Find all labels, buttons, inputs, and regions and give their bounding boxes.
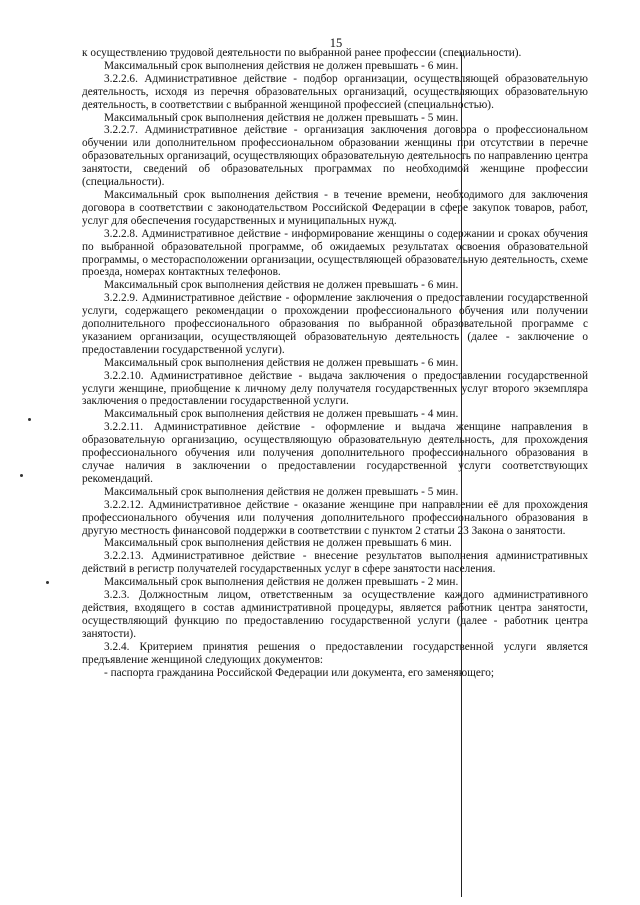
- paragraph: 3.2.2.13. Административное действие - внесение результатов выполнения административных действий в регистр получателей государственных услуг в сфере занятости населения.: [82, 550, 588, 576]
- list-item: - паспорта гражданина Российской Федерации или документа, его заменяющего;: [104, 666, 495, 679]
- time-limit-paragraph: Максимальный срок выполнения действия не должен превышать - 6 мин.: [104, 356, 459, 369]
- scan-speck: [46, 581, 49, 584]
- time-limit-paragraph: Максимальный срок выполнения действия не должен превышать - 4 мин.: [104, 408, 459, 421]
- time-limit-paragraph: Максимальный срок выполнения действия не должен превышать - 5 мин.: [104, 111, 459, 124]
- time-limit-paragraph: Максимальный срок выполнения действия не должен превышать - 6 мин.: [104, 59, 459, 72]
- scan-speck: [28, 418, 31, 421]
- paragraph: 3.2.4. Критерием принятия решения о предоставлении государственной услуги является предъявление женщиной следующих документов:: [82, 640, 588, 666]
- time-limit-paragraph: Максимальный срок выполнения действия не должен превышать - 2 мин.: [104, 576, 459, 589]
- time-limit-paragraph: Максимальный срок выполнения действия не должен превышать - 5 мин.: [104, 485, 459, 498]
- page-number: 15: [329, 36, 343, 50]
- paragraph: 3.2.2.6. Административное действие - подбор организации, осуществляющей образовательную деятельность, исходя из перечня образовательных организаций, осуществляющих образовательную деятельность, в соответствии с выбранной женщиной профессией (специальностью).: [82, 72, 588, 111]
- paragraph: 3.2.2.10. Административное действие - выдача заключения о предоставлении государственной услуги женщине, приобщение к личному делу получателя государственных услуг второго экземпляра заключения о предоставлении государственной услуги.: [82, 369, 588, 408]
- paragraph: 3.2.3. Должностным лицом, ответственным за осуществление каждого административного действия, входящего в состав административной процедуры, является работник центра занятости, осуществляющий функцию по предоставлению государственной услуги (далее - работник центра занятости).: [82, 589, 588, 640]
- time-limit-paragraph: Максимальный срок выполнения действия - в течение времени, необходимого для заключения договора в соответствии с законодательством Российской Федерации в сфере закупок товаров, работ, услуг для обеспечения государственных и муниципальных нужд.: [82, 188, 588, 227]
- paragraph: 3.2.2.7. Административное действие - организация заключения договора о профессиональном обучении или дополнительном профессиональном образовании женщины при отсутствии в перечне образовательных организаций, осуществляющих образовательную деятельность по направлению центра занятости, сведений об образовательных программах по необходимой женщине профессии (специальности).: [82, 124, 588, 189]
- paragraph: 3.2.2.11. Административное действие - оформление и выдача женщине направления в образовательную организацию, осуществляющую образовательную деятельность, для прохождения профессионального обучения или получения дополнительного профессионального образования в случае наличия в заключении о предоставлении государственной услуги соответствующих рекомендаций.: [82, 421, 588, 485]
- paragraph: 3.2.2.9. Административное действие - оформление заключения о предоставлении государственной услуги, содержащего рекомендации о прохождении профессионального обучения или получении дополнительного профессионального образования по выбранной образовательной программе с указанием организации, осуществляющей образовательную деятельность (далее - заключение о предоставлении государственной услуги).: [82, 292, 588, 356]
- document-body: [82, 47, 588, 679]
- time-limit-paragraph: Максимальный срок выполнения действия не должен превышать - 6 мин.: [104, 279, 459, 292]
- time-limit-paragraph: Максимальный срок выполнения действия не должен превышать 6 мин.: [104, 537, 452, 550]
- paragraph: 3.2.2.12. Административное действие - оказание женщине при направлении её для прохождения профессионального обучения или получения дополнительного профессионального образования в другую местность финансовой поддержки в соответствии с пунктом 2 статьи 23 Закона о занятости.: [82, 498, 588, 537]
- paragraph: 3.2.2.8. Административное действие - информирование женщины о содержании и сроках обучения по выбранной образовательной программе, об ожидаемых результатах освоения образовательной программы, о месторасположении организации, осуществляющей образовательную деятельность, схеме проезда, номерах контактных телефонов.: [82, 227, 588, 279]
- scan-speck: [20, 474, 23, 477]
- paragraph: к осуществлению трудовой деятельности по выбранной ранее профессии (специальности).: [82, 47, 522, 59]
